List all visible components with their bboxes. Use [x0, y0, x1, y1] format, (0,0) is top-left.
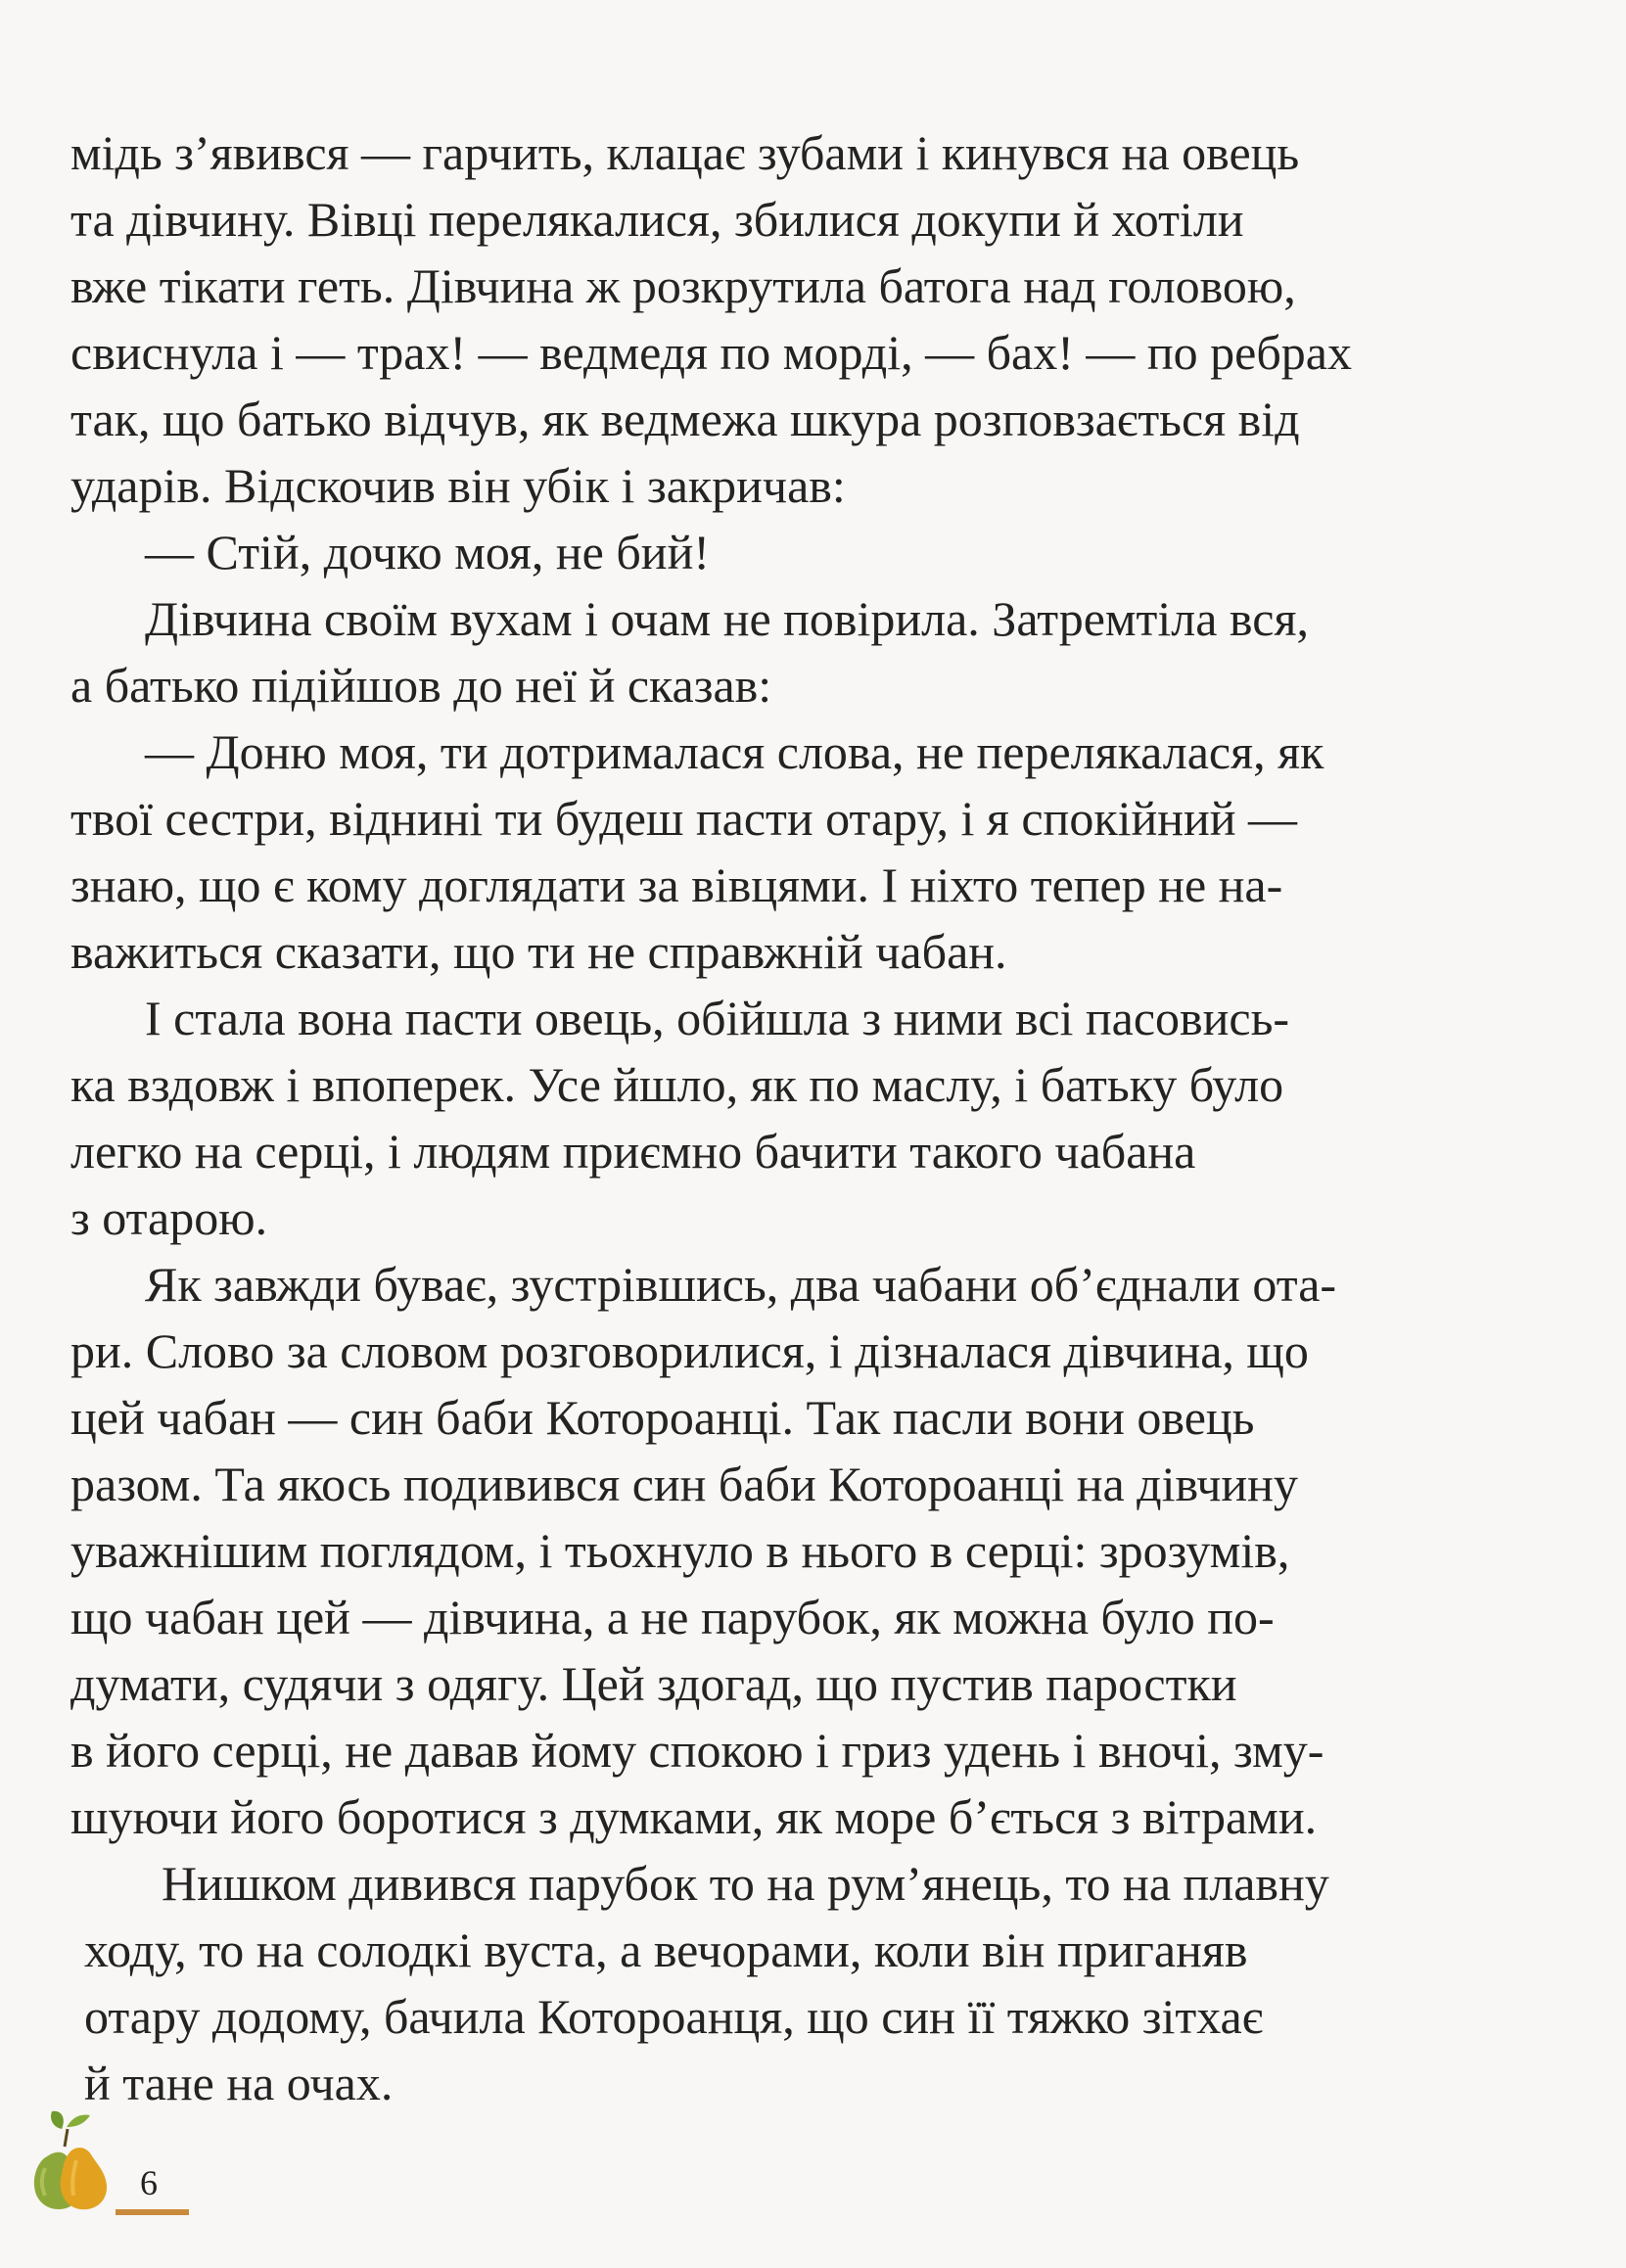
text-line: мідь з’явився — гарчить, клацає зубами і кинувся на овець [70, 125, 1300, 180]
text-line: уважнішим поглядом, і тьохнуло в нього в серці: зрозумів, [70, 1523, 1290, 1578]
text-line: в його серці, не давав йому спокою і гриз удень і вночі, зму- [70, 1723, 1324, 1778]
text-line: вже тікати геть. Дівчина ж розкрутила батога над головою, [70, 258, 1296, 313]
text-line: Як завжди буває, зустрівшись, два чабани об’єднали ота- [145, 1257, 1337, 1312]
text-line: свиснула і — трах! — ведмедя по морді, — бах! — по ребрах [70, 325, 1352, 380]
text-line: Нишком дивився парубок то на рум’янець, то на плавну [162, 1856, 1329, 1911]
text-line: та дівчину. Вівці перелякалися, збилися докупи й хотіли [70, 192, 1244, 247]
text-line: ходу, то на солодкі вуста, а вечорами, коли він приганяв [84, 1922, 1248, 1977]
text-line: ри. Слово за словом розговорилися, і дізналася дівчина, що [70, 1323, 1309, 1378]
text-line: — Стій, дочко моя, не бий! [145, 525, 710, 579]
page-number: 6 [140, 2163, 158, 2202]
text-line: — Доню моя, ти дотрималася слова, не перелякалася, як [145, 724, 1324, 779]
text-line: шуючи його боротися з думками, як море б’ється з вітрами. [70, 1789, 1318, 1844]
text-line: І стала вона пасти овець, обійшла з ними всі пасовись- [145, 991, 1290, 1045]
text-line: ка вздовж і впоперек. Усе йшло, як по маслу, і батьку було [70, 1057, 1284, 1112]
text-line: з отарою. [70, 1190, 268, 1245]
text-line: що чабан цей — дівчина, а не парубок, як можна було по- [70, 1590, 1275, 1644]
text-line: легко на серці, і людям приємно бачити такого чабана [70, 1124, 1196, 1179]
text-line: ударів. Відскочив він убік і закричав: [70, 458, 846, 513]
text-line: отару додому, бачила Котороанця, що син її тяжко зітхає [84, 1989, 1264, 2044]
footer-rule [116, 2209, 189, 2215]
text-line: Дівчина своїм вухам і очам не повірила. Затремтіла вся, [145, 591, 1309, 646]
text-line: разом. Та якось подивився син баби Котороанці на дівчину [70, 1457, 1298, 1511]
text-line: важиться сказати, що ти не справжній чабан. [70, 924, 1007, 979]
pear-icon [20, 2100, 117, 2217]
text-line: твої сестри, віднині ти будеш пасти отару, і я спокійний — [70, 791, 1298, 846]
text-line: так, що батько відчув, як ведмежа шкура розповзається від [70, 392, 1300, 446]
text-line: а батько підійшов до неї й сказав: [70, 658, 772, 713]
text-line: знаю, що є кому доглядати за вівцями. І ніхто тепер не на- [70, 857, 1283, 912]
text-line: думати, судячи з одягу. Цей здогад, що пустив паростки [70, 1656, 1237, 1711]
text-line: й тане на очах. [84, 2056, 394, 2110]
text-line: цей чабан — син баби Котороанці. Так пасли вони овець [70, 1390, 1255, 1445]
